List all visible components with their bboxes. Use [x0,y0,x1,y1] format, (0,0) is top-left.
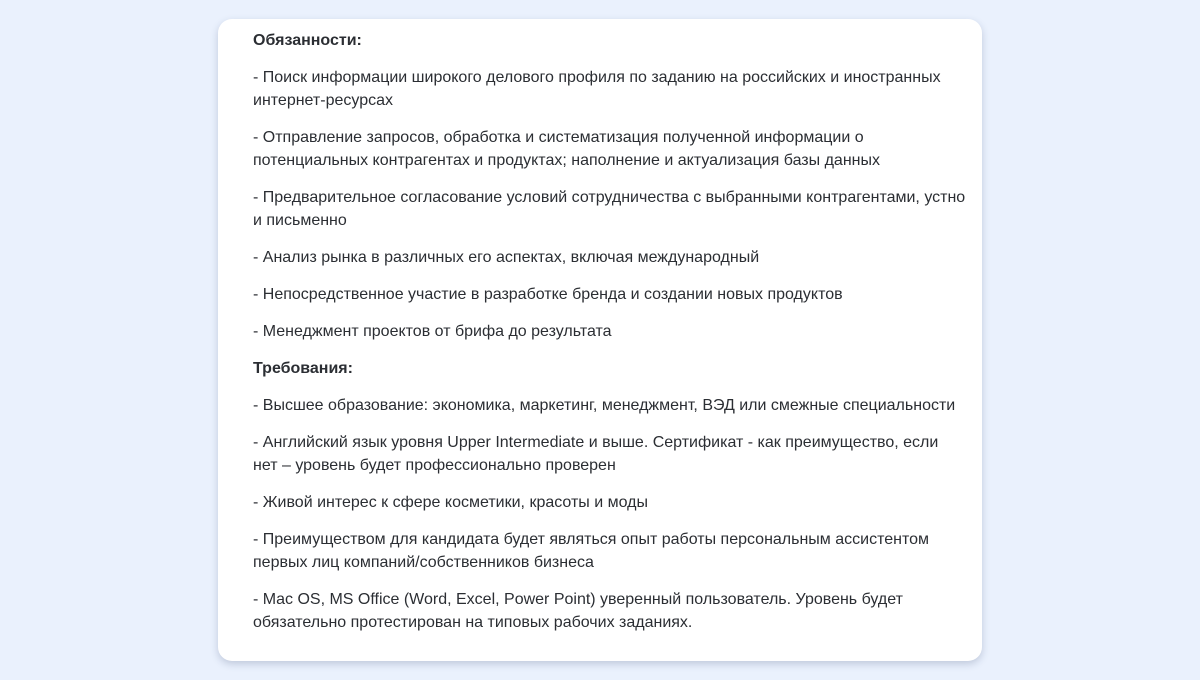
requirement-item: - Английский язык уровня Upper Intermediate и выше. Сертификат - как преимущество, если нет – уровень будет профессионально проверен [253,434,939,474]
requirement-item: - Mac OS, MS Office (Word, Excel, Power Point) уверенный пользователь. Уровень будет обязательно протестирован на типовых рабочих заданиях. [253,591,903,631]
job-description-card [218,19,982,661]
duties-heading: Обязанности: [253,32,362,49]
duty-item: - Непосредственное участие в разработке бренда и создании новых продуктов [253,286,843,303]
duties-list [253,66,966,343]
duty-item: - Анализ рынка в различных его аспектах, включая международный [253,249,760,266]
requirements-list [253,394,966,634]
duty-item: - Менеджмент проектов от брифа до результата [253,323,612,340]
duty-item: - Поиск информации широкого делового профиля по заданию на российских и иностранных интернет-ресурсах [253,69,941,109]
requirements-heading: Требования: [253,360,353,377]
requirement-item: - Живой интерес к сфере косметики, красоты и моды [253,494,648,511]
requirement-item: - Преимуществом для кандидата будет являться опыт работы персональным ассистентом первых лиц компаний/собственников бизнеса [253,531,930,571]
duty-item: - Предварительное согласование условий сотрудничества с выбранными контрагентами, устно и письменно [253,189,966,229]
duty-item: - Отправление запросов, обработка и систематизация полученной информации о потенциальных контрагентах и продуктах; наполнение и актуализация базы данных [253,129,880,169]
requirement-item: - Высшее образование: экономика, маркетинг, менеджмент, ВЭД или смежные специальности [253,397,956,414]
